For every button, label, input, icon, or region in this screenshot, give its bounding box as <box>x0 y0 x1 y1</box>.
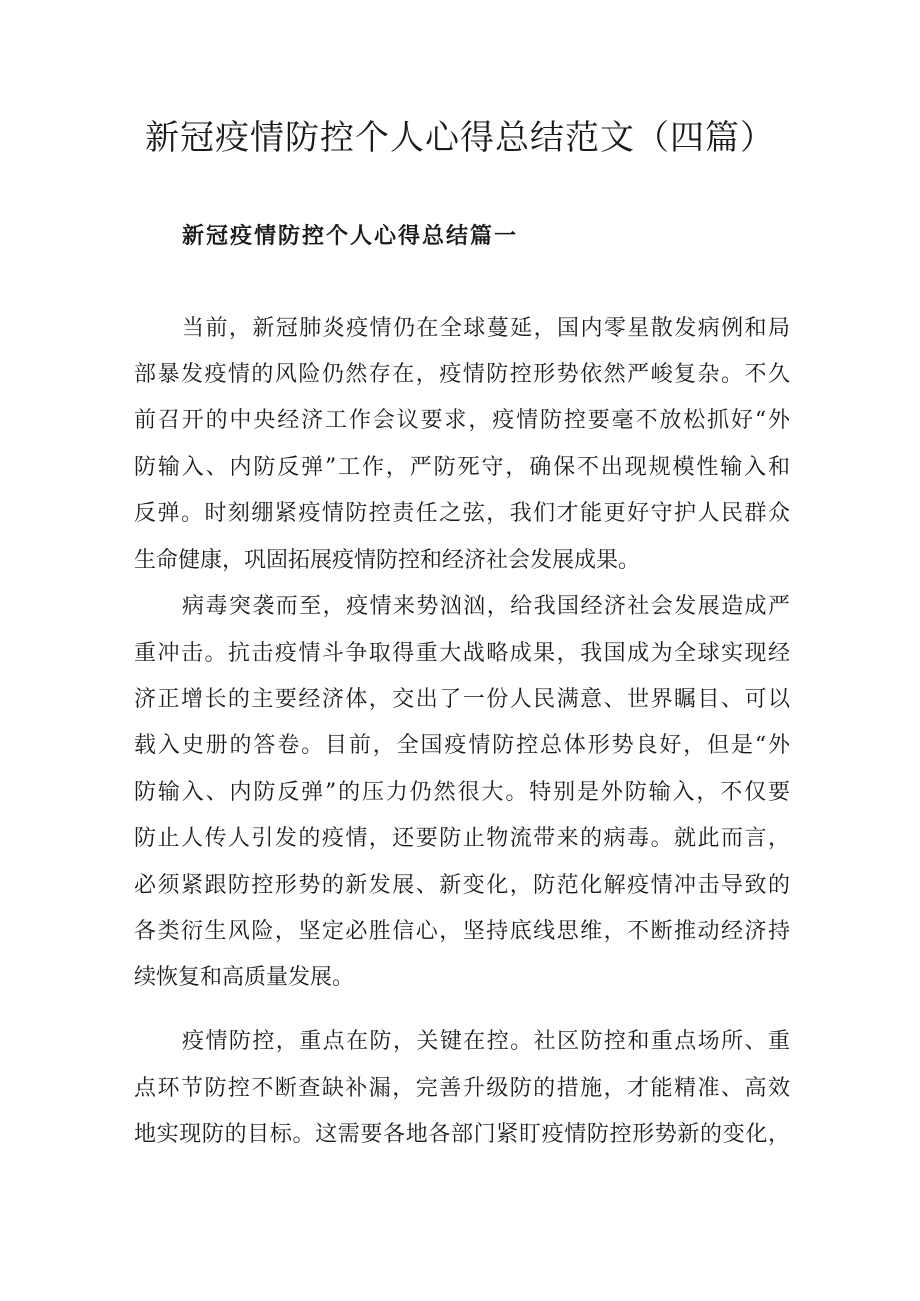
paragraph-line: 防止人传人引发的疫情，还要防止物流带来的病毒。就此而言， <box>134 826 790 851</box>
paragraph-line: 各类衍生风险，坚定必胜信心，坚持底线思维，不断推动经济持 <box>134 919 790 944</box>
document-title: 新冠疫情防控个人心得总结范文（四篇） <box>145 118 775 158</box>
paragraph-line: 重冲击。抗击疫情斗争取得重大战略成果，我国成为全球实现经 <box>134 641 790 666</box>
paragraph-line: 病毒突袭而至，疫情来势汹汹，给我国经济社会发展造成严 <box>182 594 790 619</box>
paragraph-line: 济正增长的主要经济体，交出了一份人民满意、世界瞩目、可以 <box>134 687 790 712</box>
paragraph-line: 生命健康，巩固拓展疫情防控和经济社会发展成果。 <box>134 548 641 573</box>
paragraph-line: 部暴发疫情的风险仍然存在，疫情防控形势依然严峻复杂。不久 <box>134 362 790 387</box>
paragraph-line: 地实现防的目标。这需要各地各部门紧盯疫情防控形势新的变化， <box>134 1122 790 1147</box>
paragraph-line: 防输入、内防反弹”的压力仍然很大。特别是外防输入，不仅要 <box>134 780 790 805</box>
paragraph-line: 当前，新冠肺炎疫情仍在全球蔓延，国内零星散发病例和局 <box>182 316 790 341</box>
paragraph-line: 续恢复和高质量发展。 <box>134 965 355 990</box>
paragraph-line: 前召开的中央经济工作会议要求，疫情防控要毫不放松抓好“外 <box>134 408 790 433</box>
paragraph-line: 点环节防控不断查缺补漏，完善升级防的措施，才能精准、高效 <box>134 1076 790 1101</box>
paragraph-line: 防输入、内防反弹”工作，严防死守，确保不出现规模性输入和 <box>134 455 790 480</box>
paragraph-line: 必须紧跟防控形势的新发展、新变化，防范化解疫情冲击导致的 <box>134 873 790 898</box>
paragraph-line: 反弹。时刻绷紧疫情防控责任之弦，我们才能更好守护人民群众 <box>134 501 790 526</box>
paragraph-line: 载入史册的答卷。目前，全国疫情防控总体形势良好，但是“外 <box>134 733 790 758</box>
paragraph-line: 疫情防控，重点在防，关键在控。社区防控和重点场所、重 <box>182 1029 790 1054</box>
section-heading: 新冠疫情防控个人心得总结篇一 <box>182 223 519 249</box>
